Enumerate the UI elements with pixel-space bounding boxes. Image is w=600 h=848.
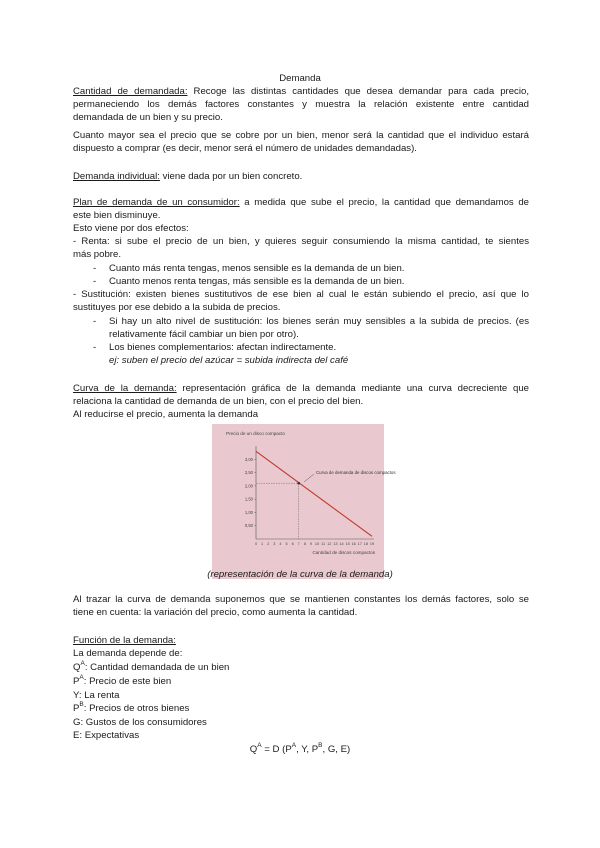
plan-demanda-line-2: este bien disminuye. [73, 210, 161, 221]
trazar-line-2: tiene en cuenta: la variación del precio, como aumenta la cantidad. [73, 607, 358, 618]
x-tick-label: 14 [339, 542, 344, 546]
x-tick-label: 18 [363, 542, 369, 546]
chart-caption: (representación de la curva de la demanda) [207, 569, 393, 580]
renta-bullet-2-text: Cuanto menos renta tengas, más sensible es la demanda de un bien. [109, 276, 405, 287]
x-tick-label: 7 [297, 542, 300, 546]
chart-xlabel: Cantidad de discos compactos [312, 550, 375, 555]
trazar-line-1: Al trazar la curva de demanda suponemos que se mantienen constantes los demás factores, solo se [73, 594, 529, 605]
var-text: : Cantidad demandada de un bien [84, 662, 230, 673]
demanda-individual [73, 170, 529, 183]
renta-line-2: más pobre. [73, 249, 121, 260]
x-tick-label: 8 [303, 542, 306, 546]
chart-annotation: Curva de demanda de discos compactos [316, 470, 396, 475]
x-tick-label: 9 [309, 542, 313, 546]
cantidad-demandada-line-2: permaneciendo los demás factores constantes y muestra la relación existente entre cantidad [73, 99, 529, 110]
plan-demanda-term: Plan de demanda de un consumidor: [73, 197, 240, 208]
cantidad-demandada-line-3: demandada de un bien y su precio. [73, 112, 223, 123]
x-tick-label: 15 [345, 542, 350, 546]
eq-sup: B [318, 741, 323, 749]
x-tick-label: 0 [254, 542, 258, 546]
renta-bullet-1 [93, 262, 549, 275]
renta-bullet-2 [93, 275, 549, 288]
x-tick-label: 16 [351, 542, 356, 546]
demand-function-equation [0, 743, 600, 756]
eq-part: , G, E) [322, 744, 351, 755]
bullet-dash: - [93, 263, 97, 274]
eq-part: = D (P [261, 744, 292, 755]
precio-paragraph-line-2: dispuesto a comprar (es decir, menor será el número de unidades demandadas). [73, 143, 417, 154]
chart-ylabel: Precio de un disco compacto [226, 431, 285, 436]
curva-demanda-line-1 [73, 382, 529, 395]
funcion-intro: La demanda depende de: [73, 648, 183, 659]
var-letter: Q [73, 662, 81, 673]
renta-bullet-1-text: Cuanto más renta tengas, menos sensible es la demanda de un bien. [109, 263, 405, 274]
sustitucion-bullet-1-marker: - [93, 316, 97, 327]
sustitucion-line-1: - Sustitución: existen bienes sustitutivos de ese bien al cual le están subiendo el precio, así que lo [73, 289, 529, 300]
cantidad-demandada-term: Cantidad de demandada: [73, 86, 188, 97]
x-tick-label: 17 [357, 542, 362, 546]
x-tick-label: 13 [333, 542, 338, 546]
var-text: : Precios de otros bienes [83, 703, 190, 714]
y-tick-label: 3,00 [244, 456, 253, 462]
eq-sup: A [257, 741, 262, 749]
annotation-leader [304, 474, 314, 482]
x-tick-label: 19 [369, 542, 375, 546]
funcion-q [73, 661, 529, 674]
curva-demanda-term: Curva de la demanda: [73, 383, 177, 394]
var-sup: A [80, 659, 85, 667]
sustitucion-line-2: sustituyes por ese debido a la subida de precios. [73, 302, 281, 313]
funcion-g: G: Gustos de los consumidores [73, 717, 207, 728]
funcion-e: E: Expectativas [73, 730, 140, 741]
plan-demanda-text-1: a medida que sube el precio, la cantidad que demandamos de [244, 197, 530, 208]
sustitucion-bullet-2-marker: - [93, 342, 97, 353]
precio-paragraph-line-1: Cuanto mayor sea el precio que se cobre por un bien, menor será la cantidad que el individuo estará [73, 130, 529, 141]
page-title: Demanda [279, 73, 321, 84]
var-letter: P [73, 676, 80, 687]
eq-part: , Y, P [296, 744, 319, 755]
demand-curve-svg [212, 424, 396, 564]
x-tick-label: 10 [314, 542, 320, 546]
cantidad-demandada-text-1: Recoge las distintas cantidades que desea demandar para cada precio, [193, 86, 529, 97]
var-text: : Precio de este bien [83, 676, 172, 687]
sustitucion-example: ej: suben el precio del azúcar = subida indirecta del café [109, 355, 349, 366]
sustitucion-bullet-1-line-2: relativamente fácil cambiar un bien por otro). [109, 329, 299, 340]
var-letter: P [73, 703, 80, 714]
x-tick-label: 6 [291, 542, 294, 546]
sustitucion-bullet-1-line-1: Si hay un alto nivel de sustitución: los bienes serán muy sensibles a la subida de precios. (es [109, 316, 529, 327]
demand-curve-chart [212, 424, 396, 579]
y-tick-label: 2,00 [244, 483, 253, 489]
curva-demanda-line-3: Al reducirse el precio, aumenta la demanda [73, 409, 259, 420]
curva-demanda-text-1: representación gráfica de la demanda mediante una curva decreciente que [182, 383, 529, 394]
y-tick-label: 0,50 [244, 523, 253, 529]
funcion-y: Y: La renta [73, 690, 120, 701]
renta-line-1: - Renta: si sube el precio de un bien, y quieres seguir consumiendo la misma cantidad, te sientes [73, 236, 529, 247]
var-sup: B [79, 700, 84, 708]
highlight-point [297, 482, 300, 485]
funcion-pb [73, 702, 529, 715]
bullet-dash: - [93, 276, 97, 287]
funcion-p [73, 675, 529, 688]
plan-demanda-line-3: Esto viene por dos efectos: [73, 223, 189, 234]
x-tick-label: 5 [285, 542, 288, 546]
x-tick-label: 1 [261, 542, 264, 546]
demanda-individual-term: Demanda individual: [73, 171, 160, 182]
y-tick-label: 2,50 [244, 470, 253, 476]
curva-demanda-line-2: relaciona la cantidad de demanda de un bien, con el precio del bien. [73, 396, 364, 407]
cantidad-demandada-line-1 [73, 85, 529, 98]
eq-sup: A [291, 741, 297, 749]
var-sup: A [79, 673, 84, 681]
eq-part: Q [249, 744, 258, 755]
x-tick-label: 4 [279, 542, 282, 546]
plan-demanda-line-1 [73, 196, 529, 209]
demanda-individual-text: viene dada por un bien concreto. [159, 171, 303, 182]
demand-curve-line [256, 451, 372, 536]
x-tick-label: 3 [273, 542, 276, 546]
y-tick-label: 1,00 [244, 509, 253, 515]
x-tick-label: 11 [321, 542, 326, 546]
sustitucion-bullet-2-text: Los bienes complementarios: afectan indirectamente. [109, 342, 337, 353]
x-tick-label: 2 [267, 542, 270, 546]
funcion-term: Función de la demanda: [73, 635, 176, 646]
y-tick-label: 1,50 [244, 496, 253, 502]
x-tick-label: 12 [327, 542, 332, 546]
